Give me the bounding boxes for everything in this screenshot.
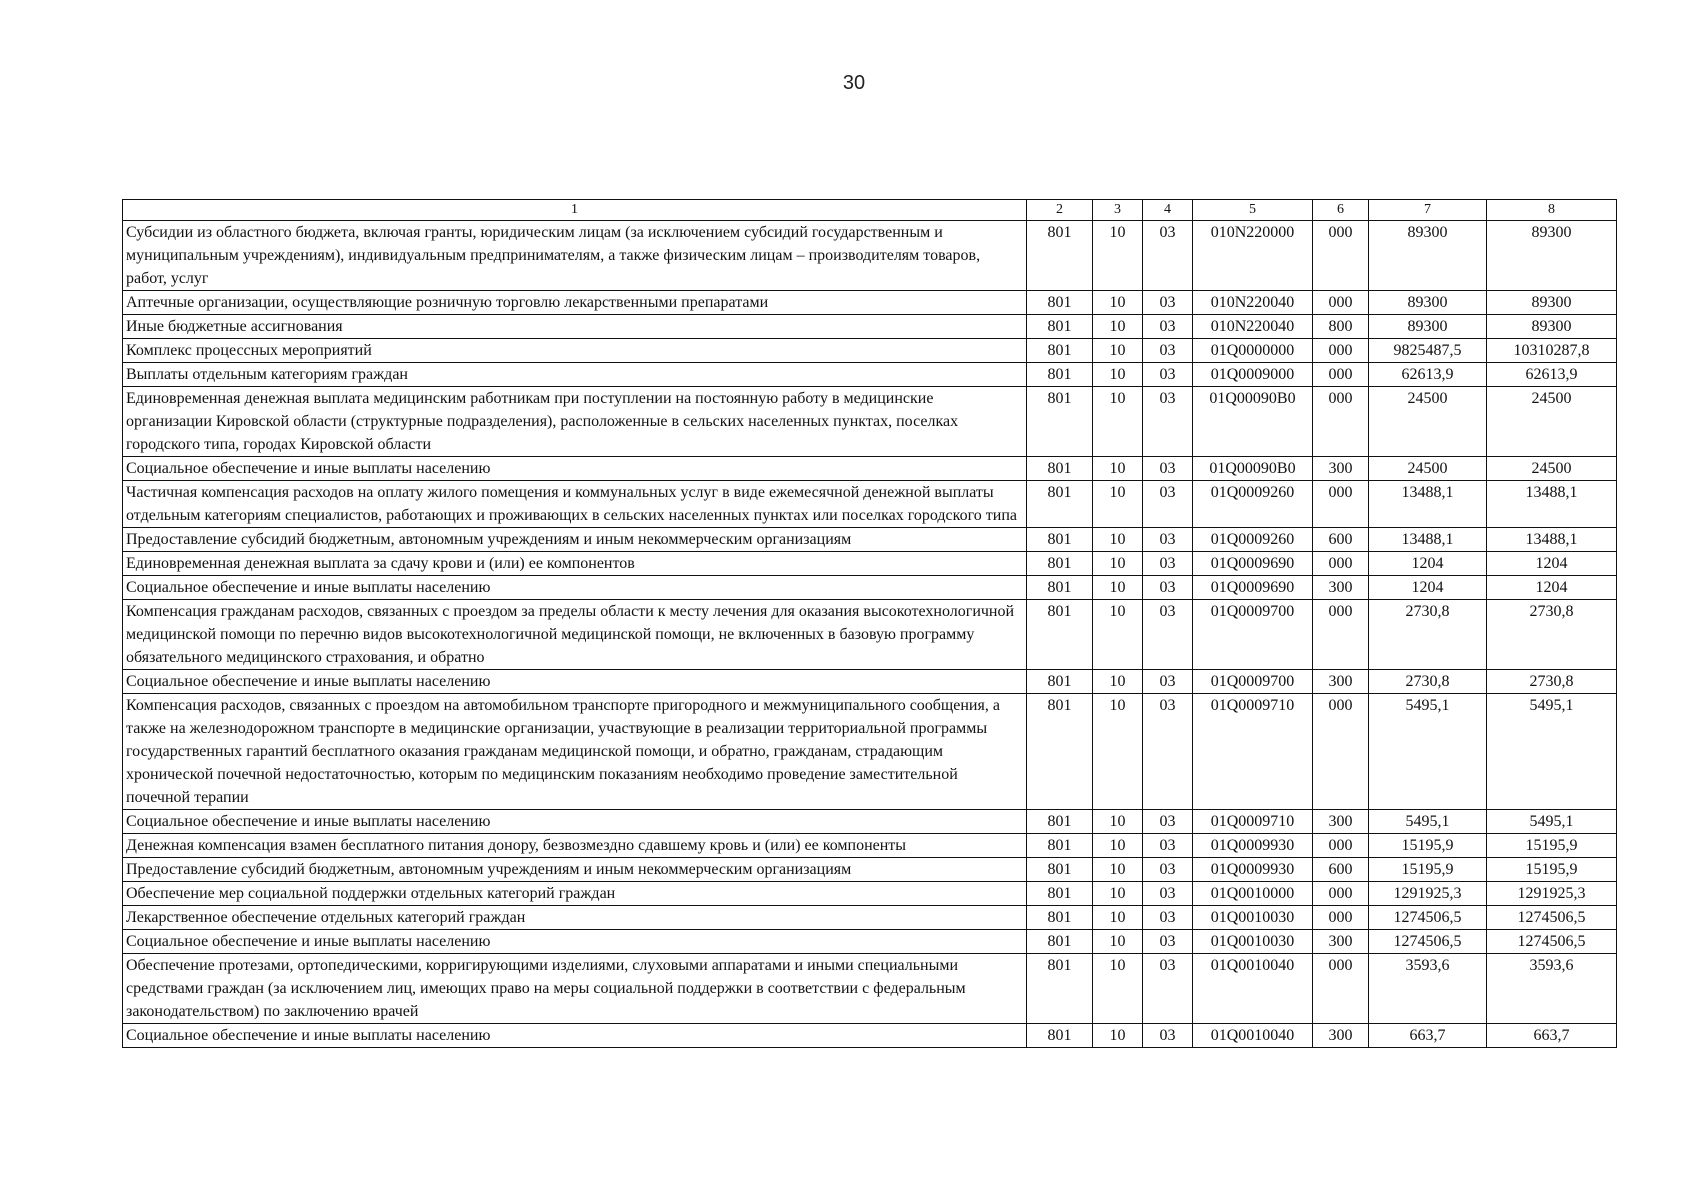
code-801-cell: 801 <box>1027 528 1093 552</box>
section-code-cell: 10 <box>1093 694 1143 810</box>
amount-year2-cell: 1274506,5 <box>1487 906 1617 930</box>
code-801-cell: 801 <box>1027 552 1093 576</box>
table-row <box>123 387 1617 457</box>
table-row <box>123 363 1617 387</box>
amount-year2-cell: 89300 <box>1487 221 1617 291</box>
target-article-cell: 01Q0010030 <box>1193 906 1313 930</box>
code-801-cell: 801 <box>1027 834 1093 858</box>
expense-type-cell: 000 <box>1313 339 1369 363</box>
table-row <box>123 1024 1617 1048</box>
expense-type-cell: 000 <box>1313 552 1369 576</box>
item-name-cell: Социальное обеспечение и иные выплаты населению <box>123 1024 1027 1048</box>
expense-type-cell: 300 <box>1313 1024 1369 1048</box>
subsection-code-cell: 03 <box>1143 457 1193 481</box>
item-name-cell: Аптечные организации, осуществляющие розничную торговлю лекарственными препаратами <box>123 291 1027 315</box>
section-code-cell: 10 <box>1093 906 1143 930</box>
item-name-cell: Иные бюджетные ассигнования <box>123 315 1027 339</box>
column-header-5: 5 <box>1193 200 1313 221</box>
expense-type-cell: 000 <box>1313 291 1369 315</box>
code-801-cell: 801 <box>1027 670 1093 694</box>
section-code-cell: 10 <box>1093 600 1143 670</box>
amount-year1-cell: 89300 <box>1369 291 1487 315</box>
section-code-cell: 10 <box>1093 834 1143 858</box>
table-header-row <box>123 200 1617 221</box>
expense-type-cell: 300 <box>1313 930 1369 954</box>
table-row <box>123 930 1617 954</box>
table-row <box>123 339 1617 363</box>
item-name-cell: Обеспечение мер социальной поддержки отдельных категорий граждан <box>123 882 1027 906</box>
amount-year1-cell: 5495,1 <box>1369 810 1487 834</box>
amount-year2-cell: 5495,1 <box>1487 810 1617 834</box>
section-code-cell: 10 <box>1093 930 1143 954</box>
subsection-code-cell: 03 <box>1143 528 1193 552</box>
expense-type-cell: 000 <box>1313 387 1369 457</box>
table-row <box>123 834 1617 858</box>
item-name-cell: Субсидии из областного бюджета, включая гранты, юридическим лицам (за исключением субсидий государственным и муниципальным учреждениям), индивидуальным предпринимателям, а также физическим лицам – производителям товаров, работ, услуг <box>123 221 1027 291</box>
target-article-cell: 01Q0010000 <box>1193 882 1313 906</box>
code-801-cell: 801 <box>1027 387 1093 457</box>
amount-year2-cell: 13488,1 <box>1487 528 1617 552</box>
amount-year2-cell: 5495,1 <box>1487 694 1617 810</box>
expense-type-cell: 300 <box>1313 576 1369 600</box>
table-row <box>123 810 1617 834</box>
column-header-4: 4 <box>1143 200 1193 221</box>
target-article-cell: 01Q0009930 <box>1193 834 1313 858</box>
section-code-cell: 10 <box>1093 954 1143 1024</box>
amount-year2-cell: 89300 <box>1487 315 1617 339</box>
amount-year1-cell: 1204 <box>1369 552 1487 576</box>
section-code-cell: 10 <box>1093 552 1143 576</box>
target-article-cell: 01Q0009690 <box>1193 576 1313 600</box>
amount-year1-cell: 13488,1 <box>1369 481 1487 528</box>
section-code-cell: 10 <box>1093 363 1143 387</box>
item-name-cell: Социальное обеспечение и иные выплаты населению <box>123 930 1027 954</box>
amount-year1-cell: 62613,9 <box>1369 363 1487 387</box>
amount-year2-cell: 13488,1 <box>1487 481 1617 528</box>
amount-year1-cell: 24500 <box>1369 387 1487 457</box>
amount-year2-cell: 15195,9 <box>1487 858 1617 882</box>
amount-year2-cell: 1204 <box>1487 576 1617 600</box>
section-code-cell: 10 <box>1093 457 1143 481</box>
expense-type-cell: 800 <box>1313 315 1369 339</box>
expense-type-cell: 000 <box>1313 363 1369 387</box>
amount-year1-cell: 2730,8 <box>1369 670 1487 694</box>
amount-year2-cell: 15195,9 <box>1487 834 1617 858</box>
subsection-code-cell: 03 <box>1143 810 1193 834</box>
amount-year1-cell: 1291925,3 <box>1369 882 1487 906</box>
subsection-code-cell: 03 <box>1143 363 1193 387</box>
target-article-cell: 01Q0000000 <box>1193 339 1313 363</box>
item-name-cell: Компенсация расходов, связанных с проездом на автомобильном транспорте пригородного и межмуниципального сообщения, а также на железнодорожном транспорте в медицинские организации, участвующие в реализации территориальной программы государственных гарантий бесплатного оказания гражданам медицинской помощи, и обратно, гражданам, страдающим хронической почечной недостаточностью, которым по медицинским показаниям необходимо проведение заместительной почечной терапии <box>123 694 1027 810</box>
section-code-cell: 10 <box>1093 1024 1143 1048</box>
code-801-cell: 801 <box>1027 291 1093 315</box>
item-name-cell: Социальное обеспечение и иные выплаты населению <box>123 810 1027 834</box>
subsection-code-cell: 03 <box>1143 339 1193 363</box>
amount-year2-cell: 1204 <box>1487 552 1617 576</box>
table-row <box>123 670 1617 694</box>
amount-year1-cell: 89300 <box>1369 315 1487 339</box>
target-article-cell: 01Q0009710 <box>1193 810 1313 834</box>
section-code-cell: 10 <box>1093 315 1143 339</box>
table-row <box>123 694 1617 810</box>
table-row <box>123 481 1617 528</box>
code-801-cell: 801 <box>1027 930 1093 954</box>
subsection-code-cell: 03 <box>1143 906 1193 930</box>
amount-year1-cell: 5495,1 <box>1369 694 1487 810</box>
target-article-cell: 01Q0010040 <box>1193 1024 1313 1048</box>
amount-year1-cell: 24500 <box>1369 457 1487 481</box>
section-code-cell: 10 <box>1093 339 1143 363</box>
code-801-cell: 801 <box>1027 954 1093 1024</box>
expense-type-cell: 300 <box>1313 670 1369 694</box>
item-name-cell: Единовременная денежная выплата за сдачу крови и (или) ее компонентов <box>123 552 1027 576</box>
expense-type-cell: 300 <box>1313 457 1369 481</box>
amount-year1-cell: 1204 <box>1369 576 1487 600</box>
column-header-3: 3 <box>1093 200 1143 221</box>
amount-year2-cell: 1291925,3 <box>1487 882 1617 906</box>
amount-year1-cell: 15195,9 <box>1369 858 1487 882</box>
target-article-cell: 01Q0009690 <box>1193 552 1313 576</box>
column-header-6: 6 <box>1313 200 1369 221</box>
table-row <box>123 552 1617 576</box>
item-name-cell: Комплекс процессных мероприятий <box>123 339 1027 363</box>
expense-type-cell: 600 <box>1313 528 1369 552</box>
column-header-7: 7 <box>1369 200 1487 221</box>
code-801-cell: 801 <box>1027 882 1093 906</box>
table-row <box>123 528 1617 552</box>
amount-year1-cell: 1274506,5 <box>1369 930 1487 954</box>
item-name-cell: Социальное обеспечение и иные выплаты населению <box>123 670 1027 694</box>
column-header-8: 8 <box>1487 200 1617 221</box>
amount-year2-cell: 10310287,8 <box>1487 339 1617 363</box>
target-article-cell: 01Q0009700 <box>1193 600 1313 670</box>
code-801-cell: 801 <box>1027 600 1093 670</box>
code-801-cell: 801 <box>1027 221 1093 291</box>
subsection-code-cell: 03 <box>1143 481 1193 528</box>
code-801-cell: 801 <box>1027 339 1093 363</box>
expense-type-cell: 000 <box>1313 694 1369 810</box>
target-article-cell: 01Q0009000 <box>1193 363 1313 387</box>
subsection-code-cell: 03 <box>1143 1024 1193 1048</box>
amount-year2-cell: 24500 <box>1487 387 1617 457</box>
amount-year2-cell: 3593,6 <box>1487 954 1617 1024</box>
code-801-cell: 801 <box>1027 858 1093 882</box>
section-code-cell: 10 <box>1093 858 1143 882</box>
subsection-code-cell: 03 <box>1143 221 1193 291</box>
item-name-cell: Предоставление субсидий бюджетным, автономным учреждениям и иным некоммерческим организациям <box>123 528 1027 552</box>
target-article-cell: 01Q0009710 <box>1193 694 1313 810</box>
item-name-cell: Частичная компенсация расходов на оплату жилого помещения и коммунальных услуг в виде ежемесячной денежной выплаты отдельным категориям специалистов, работающих и проживающих в сельских населенных пунктах или поселках городского типа <box>123 481 1027 528</box>
section-code-cell: 10 <box>1093 221 1143 291</box>
amount-year2-cell: 2730,8 <box>1487 600 1617 670</box>
subsection-code-cell: 03 <box>1143 552 1193 576</box>
target-article-cell: 01Q0009700 <box>1193 670 1313 694</box>
target-article-cell: 01Q0009260 <box>1193 528 1313 552</box>
code-801-cell: 801 <box>1027 481 1093 528</box>
subsection-code-cell: 03 <box>1143 387 1193 457</box>
amount-year2-cell: 1274506,5 <box>1487 930 1617 954</box>
target-article-cell: 010N220000 <box>1193 221 1313 291</box>
code-801-cell: 801 <box>1027 457 1093 481</box>
section-code-cell: 10 <box>1093 387 1143 457</box>
subsection-code-cell: 03 <box>1143 834 1193 858</box>
amount-year1-cell: 9825487,5 <box>1369 339 1487 363</box>
item-name-cell: Обеспечение протезами, ортопедическими, корригирующими изделиями, слуховыми аппаратами и иными специальными средствами граждан (за исключением лиц, имеющих право на меры социальной поддержки в соответствии с федеральным законодательством) по заключению врачей <box>123 954 1027 1024</box>
code-801-cell: 801 <box>1027 906 1093 930</box>
code-801-cell: 801 <box>1027 810 1093 834</box>
section-code-cell: 10 <box>1093 481 1143 528</box>
target-article-cell: 01Q00090B0 <box>1193 387 1313 457</box>
amount-year2-cell: 663,7 <box>1487 1024 1617 1048</box>
amount-year2-cell: 62613,9 <box>1487 363 1617 387</box>
table-row <box>123 954 1617 1024</box>
column-header-2: 2 <box>1027 200 1093 221</box>
target-article-cell: 010N220040 <box>1193 291 1313 315</box>
expense-type-cell: 300 <box>1313 810 1369 834</box>
code-801-cell: 801 <box>1027 576 1093 600</box>
code-801-cell: 801 <box>1027 315 1093 339</box>
target-article-cell: 01Q0009260 <box>1193 481 1313 528</box>
table-row <box>123 600 1617 670</box>
target-article-cell: 01Q0010030 <box>1193 930 1313 954</box>
code-801-cell: 801 <box>1027 363 1093 387</box>
expense-type-cell: 000 <box>1313 481 1369 528</box>
amount-year1-cell: 13488,1 <box>1369 528 1487 552</box>
item-name-cell: Денежная компенсация взамен бесплатного питания донору, безвозмездно сдавшему кровь и (или) ее компоненты <box>123 834 1027 858</box>
code-801-cell: 801 <box>1027 694 1093 810</box>
expense-type-cell: 000 <box>1313 954 1369 1024</box>
expense-type-cell: 000 <box>1313 906 1369 930</box>
amount-year1-cell: 2730,8 <box>1369 600 1487 670</box>
item-name-cell: Компенсация гражданам расходов, связанных с проездом за пределы области к месту лечения для оказания высокотехнологичной медицинской помощи по перечню видов высокотехнологичной медицинской помощи, не включенных в базовую программу обязательного медицинского страхования, и обратно <box>123 600 1027 670</box>
subsection-code-cell: 03 <box>1143 600 1193 670</box>
amount-year1-cell: 663,7 <box>1369 1024 1487 1048</box>
amount-year1-cell: 15195,9 <box>1369 834 1487 858</box>
table-row <box>123 576 1617 600</box>
table-row <box>123 315 1617 339</box>
subsection-code-cell: 03 <box>1143 882 1193 906</box>
item-name-cell: Социальное обеспечение и иные выплаты населению <box>123 576 1027 600</box>
amount-year1-cell: 89300 <box>1369 221 1487 291</box>
amount-year2-cell: 24500 <box>1487 457 1617 481</box>
section-code-cell: 10 <box>1093 810 1143 834</box>
amount-year2-cell: 89300 <box>1487 291 1617 315</box>
target-article-cell: 01Q00090B0 <box>1193 457 1313 481</box>
expense-type-cell: 000 <box>1313 834 1369 858</box>
subsection-code-cell: 03 <box>1143 694 1193 810</box>
target-article-cell: 010N220040 <box>1193 315 1313 339</box>
item-name-cell: Лекарственное обеспечение отдельных категорий граждан <box>123 906 1027 930</box>
item-name-cell: Социальное обеспечение и иные выплаты населению <box>123 457 1027 481</box>
section-code-cell: 10 <box>1093 882 1143 906</box>
column-header-1: 1 <box>123 200 1027 221</box>
table-row <box>123 221 1617 291</box>
expense-type-cell: 000 <box>1313 882 1369 906</box>
target-article-cell: 01Q0010040 <box>1193 954 1313 1024</box>
target-article-cell: 01Q0009930 <box>1193 858 1313 882</box>
expense-type-cell: 000 <box>1313 221 1369 291</box>
amount-year2-cell: 2730,8 <box>1487 670 1617 694</box>
subsection-code-cell: 03 <box>1143 315 1193 339</box>
item-name-cell: Единовременная денежная выплата медицинским работникам при поступлении на постоянную работу в медицинские организации Кировской области (структурные подразделения), расположенные в сельских населенных пунктах, поселках городского типа, городах Кировской области <box>123 387 1027 457</box>
section-code-cell: 10 <box>1093 576 1143 600</box>
subsection-code-cell: 03 <box>1143 670 1193 694</box>
table-row <box>123 882 1617 906</box>
table-row <box>123 291 1617 315</box>
item-name-cell: Предоставление субсидий бюджетным, автономным учреждениям и иным некоммерческим организациям <box>123 858 1027 882</box>
amount-year1-cell: 3593,6 <box>1369 954 1487 1024</box>
subsection-code-cell: 03 <box>1143 954 1193 1024</box>
subsection-code-cell: 03 <box>1143 930 1193 954</box>
table-row <box>123 457 1617 481</box>
table-row <box>123 858 1617 882</box>
section-code-cell: 10 <box>1093 670 1143 694</box>
table-row <box>123 906 1617 930</box>
section-code-cell: 10 <box>1093 291 1143 315</box>
table-body <box>123 221 1617 1048</box>
page-number: 30 <box>842 72 866 94</box>
subsection-code-cell: 03 <box>1143 858 1193 882</box>
subsection-code-cell: 03 <box>1143 576 1193 600</box>
expense-type-cell: 000 <box>1313 600 1369 670</box>
expense-type-cell: 600 <box>1313 858 1369 882</box>
amount-year1-cell: 1274506,5 <box>1369 906 1487 930</box>
code-801-cell: 801 <box>1027 1024 1093 1048</box>
subsection-code-cell: 03 <box>1143 291 1193 315</box>
budget-table <box>122 199 1617 1048</box>
item-name-cell: Выплаты отдельным категориям граждан <box>123 363 1027 387</box>
section-code-cell: 10 <box>1093 528 1143 552</box>
